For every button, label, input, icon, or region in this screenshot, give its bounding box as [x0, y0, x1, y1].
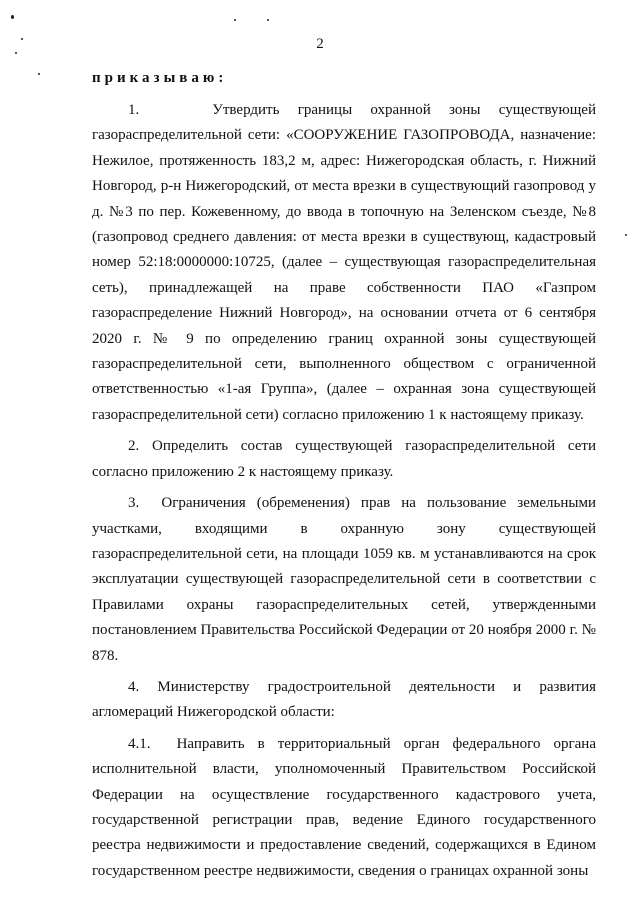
paragraph-1: 1. Утвердить границы охранной зоны существующей газораспределительной сети: «СООРУЖЕНИЕ ГАЗОПРОВОДА, назначение: Нежилое, протяженность 183,2 м, адрес: Нижегородская область, г. Нижний Новгород, р-н Нижегородский, от места врезки в существующий газопровод у д. №3 по пер. Кожевенному, до ввода в топочную на Зеленском съезде, №8 (газопровод среднего давления: от места врезки в существующ, кадастровый номер 52:18:0000000:10725, (далее – существующая газораспределительная сеть), принадлежащей на праве собственности ПАО «Газпром газораспределение Нижний Новгород», на основании отчета от 6 сентября 2020 г. № 9 по определению границ охранной зоны существующей газораспределительной сети, выполненного обществом с ограниченной ответственностью «1-ая Группа», (далее – охранная зона существующей газораспределительной сети) согласно приложению 1 к настоящему приказу.: [92, 102, 596, 423]
page-number: 2: [316, 36, 324, 52]
scan-speck: [11, 15, 14, 19]
paragraph-4-1: 4.1. Направить в территориальный орган федерального органа исполнительной власти, уполномоченный Правительством Российской Федерации на осуществление государственного кадастрового учета, государственной регистрации прав, ведение Единого государственного реестра недвижимости и предоставление сведений, содержащихся в Едином государственном реестре недвижимости, сведения о границах охранной зоны: [92, 735, 596, 879]
scan-speck: [38, 73, 40, 75]
scan-speck: [625, 234, 627, 236]
order-heading: приказываю:: [92, 70, 228, 86]
document-body: [92, 98, 596, 890]
scan-speck: [267, 19, 269, 21]
paragraph-4: 4. Министерству градостроительной деятельности и развития агломераций Нижегородской области:: [92, 678, 596, 721]
paragraph-2: 2. Определить состав существующей газораспределительной сети согласно приложению 2 к настоящему приказу.: [92, 438, 596, 480]
scan-speck: [234, 19, 236, 21]
paragraph-3: 3. Ограничения (обременения) прав на пользование земельными участками, входящими в охранную зону существующей газораспределительной сети, на площади 1059 кв. м устанавливаются на срок эксплуатации существующей газораспределительной сети в соответствии с Правилами охраны газораспределительных сетей, утвержденными постановлением Правительства Российской Федерации от 20 ноября 2000 г. № 878.: [92, 495, 596, 664]
